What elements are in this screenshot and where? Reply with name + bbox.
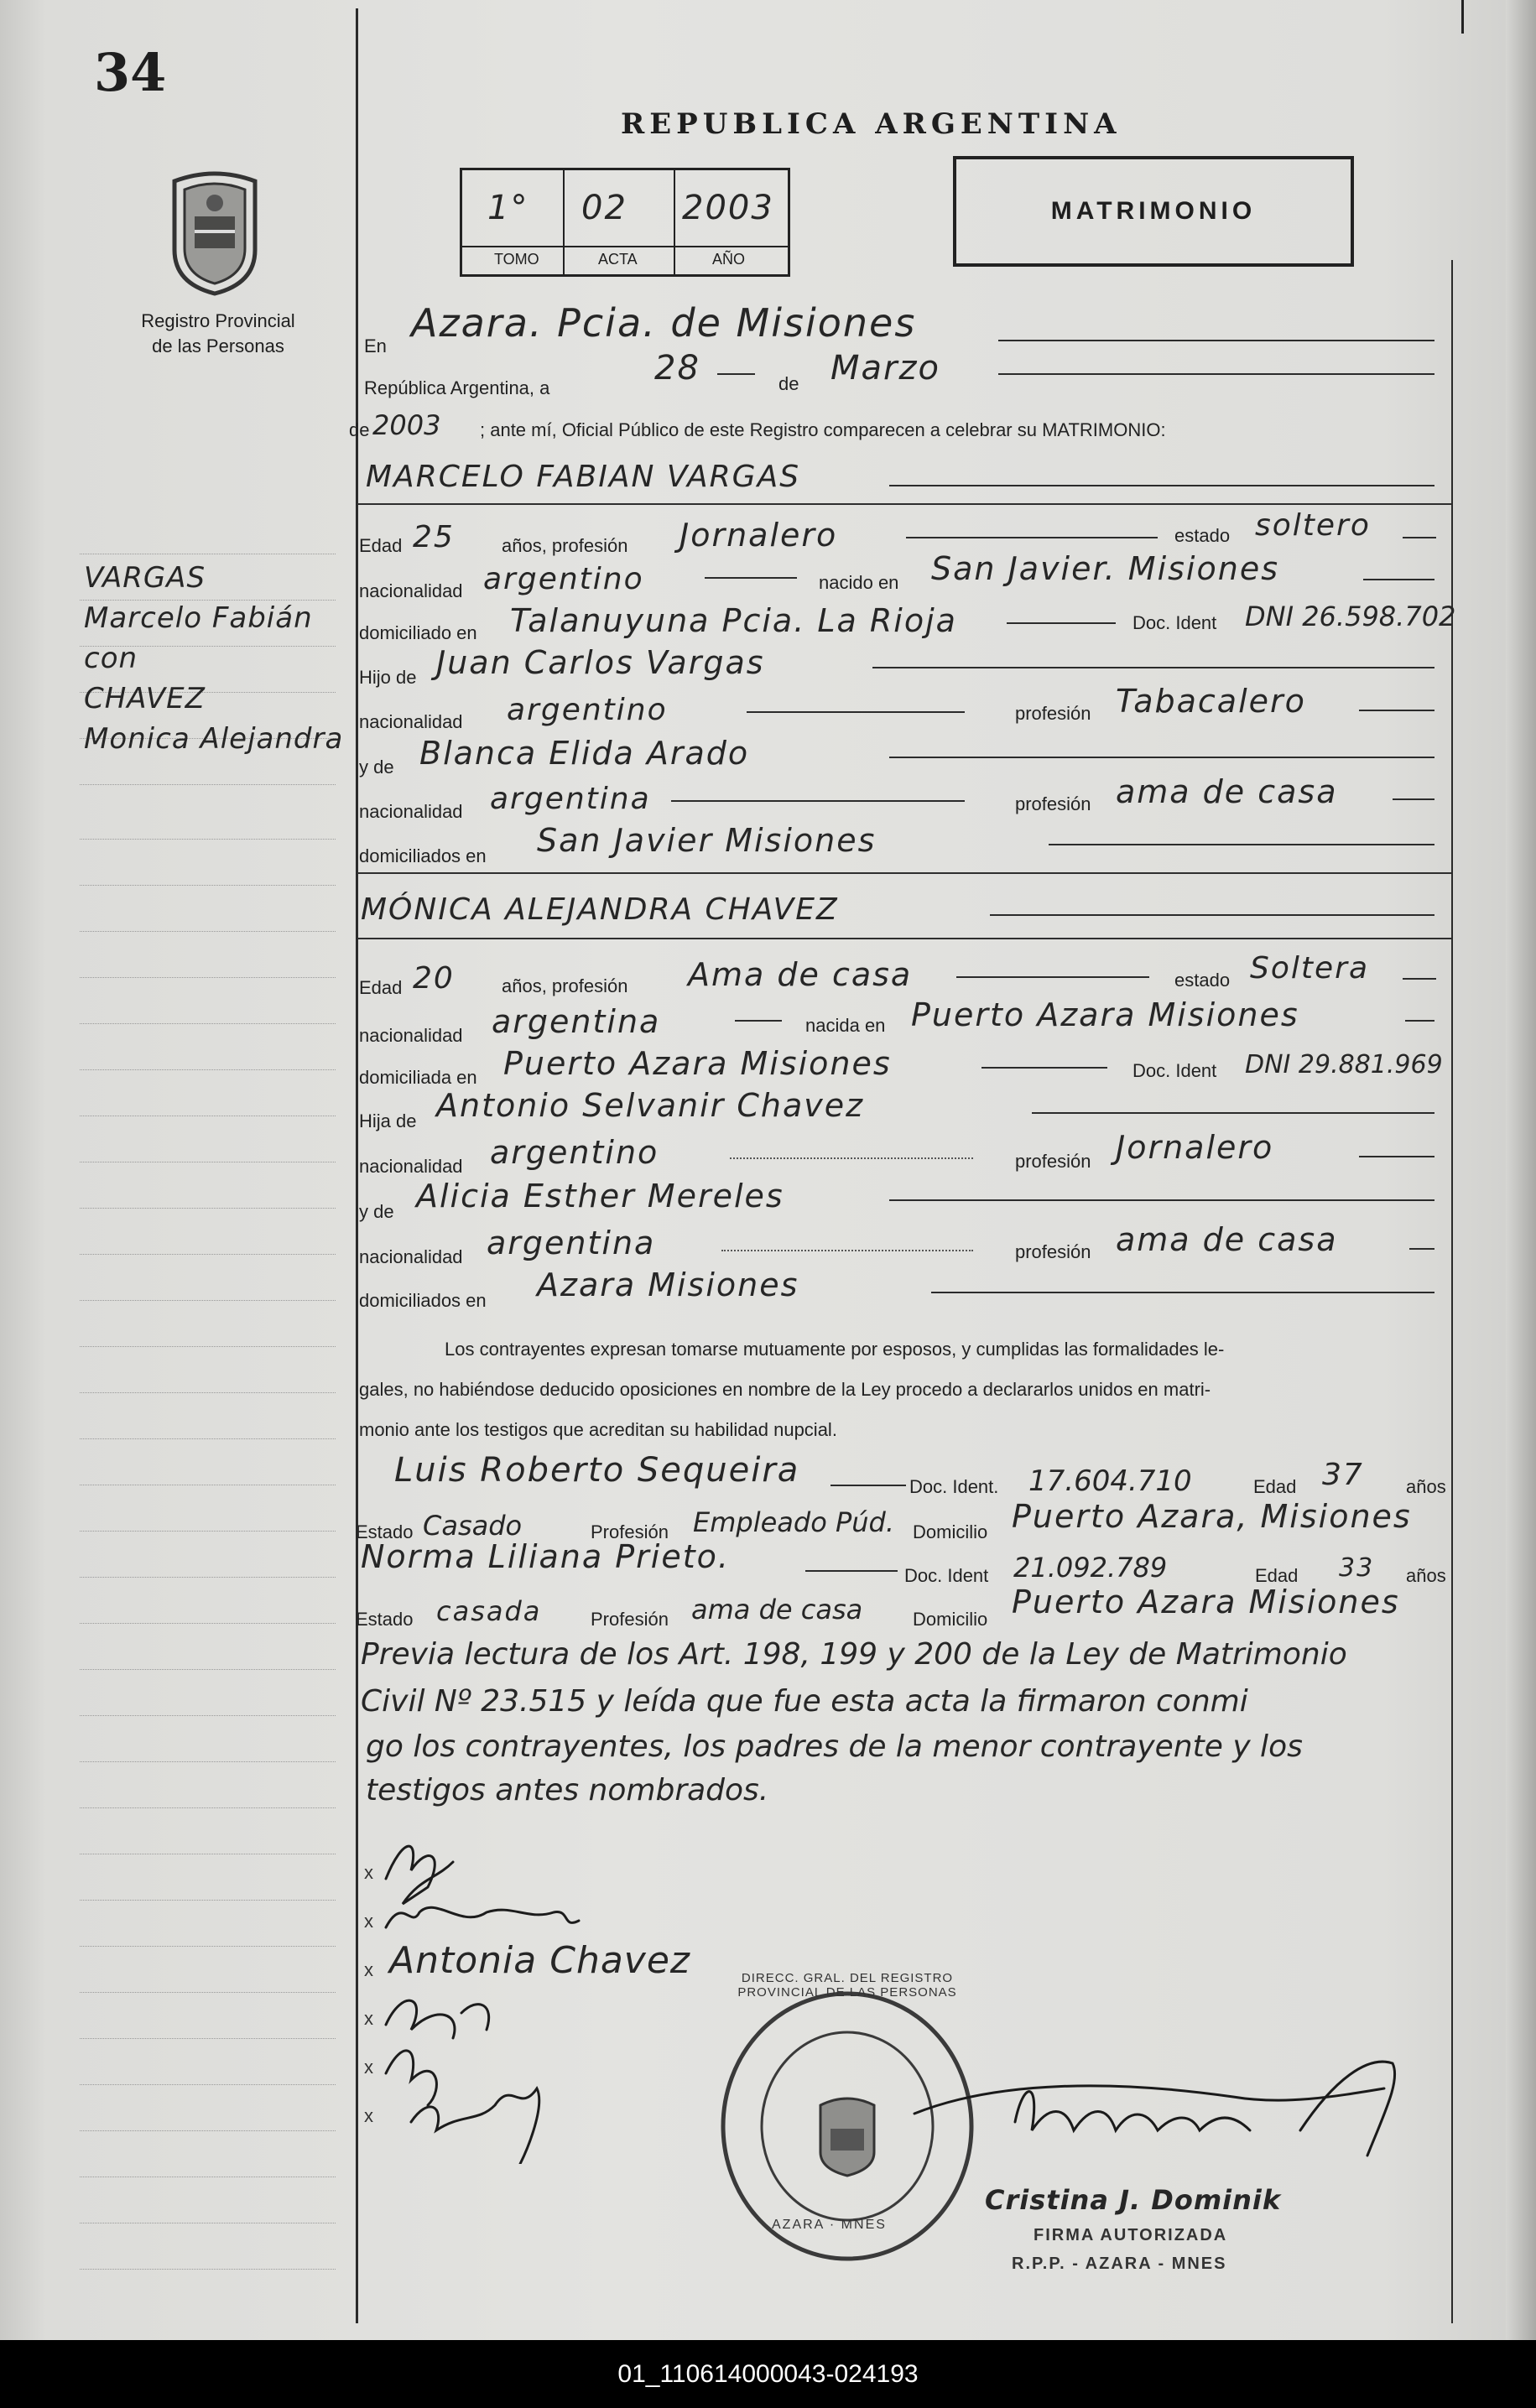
witness-2-address: Puerto Azara Misiones <box>1012 1584 1400 1620</box>
republica-label: República Argentina, a <box>364 377 550 398</box>
act-type-box: MATRIMONIO <box>953 156 1354 267</box>
witness-2-status: casada <box>436 1595 542 1627</box>
groom-estado-label: estado <box>1174 525 1231 546</box>
groom-mother-profession: ama de casa <box>1116 773 1338 810</box>
closing-line-1: Previa lectura de los Art. 198, 199 y 200 de la Ley de Matrimonio <box>361 1637 1347 1672</box>
witness-2-domicilio-label: Domicilio <box>913 1609 988 1630</box>
groom-father-nat-label: nacionalidad <box>359 711 463 732</box>
corner-mark <box>1461 0 1464 34</box>
witness-1-anos-label: años <box>1406 1476 1446 1497</box>
declaration-line-2: gales, no habiéndose deducido oposiciones en nombre de la Ley procedo a declararlos unidos en matri- <box>359 1379 1211 1400</box>
intro-statement: ; ante mí, Oficial Público de este Registro comparecen a celebrar su MATRIMONIO: <box>480 419 1166 440</box>
groom-father-profession: Tabacalero <box>1116 683 1306 720</box>
acta-value: 02 <box>581 189 627 227</box>
en-label: En <box>364 335 387 356</box>
groom-profession: Jornalero <box>679 517 838 554</box>
witness-1-edad-label: Edad <box>1253 1476 1297 1497</box>
de2-label: de <box>349 419 370 440</box>
acta-label: ACTA <box>598 251 638 268</box>
mother-signature: Antonia Chavez <box>389 1939 690 1982</box>
groom-domiciliados-label: domiciliados en <box>359 845 487 866</box>
closing-line-3: go los contrayentes, los padres de la menor contrayente y los <box>366 1729 1303 1764</box>
officer-title: FIRMA AUTORIZADA <box>1034 2226 1228 2244</box>
groom-nationality: argentino <box>483 562 644 596</box>
groom-mother: Blanca Elida Arado <box>419 735 750 772</box>
bride-mother: Alicia Esther Mereles <box>416 1178 784 1214</box>
officer-name: Cristina J. Dominik <box>985 2184 1282 2216</box>
groom-doc-label: Doc. Ident <box>1132 612 1217 633</box>
groom-domiciliado-label: domiciliado en <box>359 622 477 643</box>
record-box <box>460 168 790 277</box>
bride-father-prof-label: profesión <box>1015 1151 1091 1172</box>
officer-signature-drawing <box>898 2047 1434 2181</box>
bride-edad-label: Edad <box>359 977 403 998</box>
footer-code: 01_110614000043-024193 <box>0 2340 1536 2408</box>
page-number: 34 <box>94 42 167 103</box>
bride-doc-label: Doc. Ident <box>1132 1060 1217 1081</box>
witness-2-anos-label: años <box>1406 1565 1446 1586</box>
witness-1-status: Casado <box>423 1510 523 1542</box>
witness-2-age: 33 <box>1339 1553 1375 1583</box>
bride-profession: Ama de casa <box>688 956 913 993</box>
closing-line-2: Civil Nº 23.515 y leída que fue esta acta la firmaron conmi <box>361 1684 1248 1719</box>
witness-2-doc: 21.092.789 <box>1013 1552 1168 1584</box>
bride-estado-label: estado <box>1174 970 1231 991</box>
day-value: 28 <box>654 349 700 387</box>
groom-mother-nat-label: nacionalidad <box>359 801 463 822</box>
ano-label: AÑO <box>712 251 746 268</box>
groom-birthplace: San Javier. Misiones <box>931 550 1279 587</box>
bride-nacida-label: nacida en <box>805 1015 886 1036</box>
svg-text:x: x <box>364 2105 373 2126</box>
margin-note: VARGAS Marcelo Fabián con CHAVEZ Monica Alejandra <box>84 561 344 756</box>
witness-2-profesion-label: Profesión <box>591 1609 669 1630</box>
witness-1-doc-label: Doc. Ident. <box>909 1476 999 1497</box>
witness-1-estado-label: Estado <box>356 1521 414 1542</box>
de-label: de <box>778 373 799 394</box>
witness-2-estado-label: Estado <box>356 1609 414 1630</box>
closing-line-4: testigos antes nombrados. <box>366 1773 769 1807</box>
bride-parents-residence: Azara Misiones <box>537 1266 799 1303</box>
bride-father-nationality: argentino <box>490 1134 659 1171</box>
page-edge-shadow <box>1506 0 1536 2340</box>
groom-doc: DNI 26.598.702 <box>1245 601 1456 632</box>
svg-text:x: x <box>364 1911 373 1932</box>
groom-mother-nationality: argentina <box>490 782 651 816</box>
svg-text:x: x <box>364 1862 373 1883</box>
witness-1-address: Puerto Azara, Misiones <box>1012 1498 1412 1535</box>
witness-1-profession: Empleado Púd. <box>693 1506 895 1538</box>
registry-label: Registro Provincial de las Personas <box>141 310 295 356</box>
stamp-town: AZARA · MNES <box>772 2218 887 2232</box>
bride-domiciliada-label: domiciliada en <box>359 1067 477 1088</box>
bride-anos-label: años, profesión <box>502 975 628 996</box>
groom-name: MARCELO FABIAN VARGAS <box>366 460 801 494</box>
right-rule <box>1451 260 1453 2323</box>
bride-mother-profession: ama de casa <box>1116 1221 1338 1258</box>
bride-father-profession: Jornalero <box>1116 1129 1274 1166</box>
registry-seal-icon <box>158 166 272 297</box>
witness-1-name: Luis Roberto Sequeira <box>394 1451 800 1490</box>
groom-residence: Talanuyuna Pcia. La Rioja <box>510 602 957 639</box>
witness-1-profesion-label: Profesión <box>591 1521 669 1542</box>
groom-parents-residence: San Javier Misiones <box>537 822 877 859</box>
groom-father-prof-label: profesión <box>1015 703 1091 724</box>
bride-age: 20 <box>413 961 455 996</box>
bride-doc: DNI 29.881.969 <box>1245 1050 1443 1079</box>
declaration-line-1: Los contrayentes expresan tomarse mutuamente por esposos, y cumplidas las formalidades le- <box>445 1339 1225 1360</box>
bride-nationality: argentina <box>492 1003 661 1040</box>
tomo-label: TOMO <box>494 251 539 268</box>
bride-name: MÓNICA ALEJANDRA CHAVEZ <box>361 892 839 927</box>
witness-2-edad-label: Edad <box>1255 1565 1299 1586</box>
groom-father: Juan Carlos Vargas <box>436 644 765 681</box>
groom-nacionalidad-label: nacionalidad <box>359 580 463 601</box>
bride-domiciliados-label: domiciliados en <box>359 1290 487 1311</box>
place-value: Azara. Pcia. de Misiones <box>411 300 917 346</box>
groom-hijo-label: Hijo de <box>359 667 417 688</box>
bride-hija-label: Hija de <box>359 1110 417 1131</box>
bride-father-nat-label: nacionalidad <box>359 1156 463 1177</box>
svg-text:x: x <box>364 2008 373 2029</box>
year-value: 2003 <box>372 409 441 441</box>
bride-mother-prof-label: profesión <box>1015 1241 1091 1262</box>
ano-value: 2003 <box>682 189 774 227</box>
bride-father: Antonio Selvanir Chavez <box>436 1087 865 1124</box>
witness-1-doc: 17.604.710 <box>1028 1464 1192 1498</box>
stamp-text: DIRECC. GRAL. DEL REGISTRO PROVINCIAL DE LAS PERSONAS <box>737 1971 957 2000</box>
witness-2-profession: ama de casa <box>691 1594 863 1625</box>
country-title: REPUBLICA ARGENTINA <box>621 107 1122 141</box>
bride-mother-nat-label: nacionalidad <box>359 1246 463 1267</box>
groom-edad-label: Edad <box>359 535 403 556</box>
groom-nacido-label: nacido en <box>819 572 899 593</box>
groom-father-nationality: argentino <box>507 693 668 727</box>
groom-age: 25 <box>413 520 455 554</box>
bride-mother-nationality: argentina <box>487 1225 656 1261</box>
month-value: Marzo <box>830 349 940 387</box>
svg-text:x: x <box>364 1959 373 1980</box>
bride-residence: Puerto Azara Misiones <box>503 1045 892 1082</box>
witness-2-doc-label: Doc. Ident <box>904 1565 989 1586</box>
bride-nacionalidad-label: nacionalidad <box>359 1025 463 1046</box>
witness-1-domicilio-label: Domicilio <box>913 1521 988 1542</box>
groom-anos-label: años, profesión <box>502 535 628 556</box>
groom-yde-label: y de <box>359 757 394 778</box>
groom-status: soltero <box>1255 508 1371 543</box>
svg-text:x: x <box>364 2057 373 2078</box>
witness-2-name: Norma Liliana Prieto. <box>361 1538 730 1575</box>
bride-birthplace: Puerto Azara Misiones <box>911 996 1299 1033</box>
groom-mother-prof-label: profesión <box>1015 793 1091 814</box>
tomo-value: 1° <box>487 189 529 227</box>
declaration-line-3: monio ante los testigos que acreditan su habilidad nupcial. <box>359 1419 837 1440</box>
bride-status: Soltera <box>1250 951 1370 986</box>
witness-1-age: 37 <box>1322 1458 1364 1492</box>
officer-office: R.P.P. - AZARA - MNES <box>1012 2255 1227 2273</box>
bride-yde-label: y de <box>359 1201 394 1222</box>
